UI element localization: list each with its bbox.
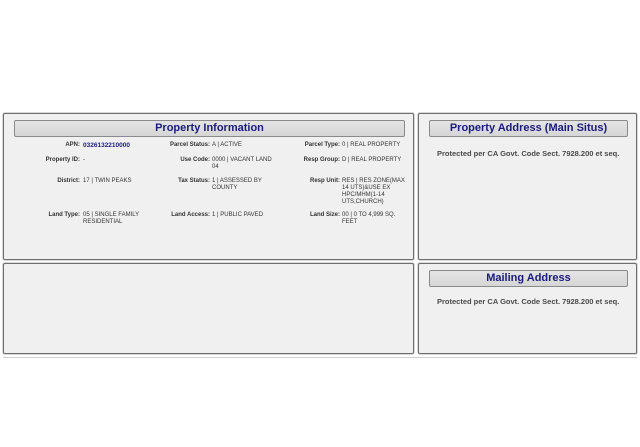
use-code-label: Use Code: (180, 157, 210, 163)
parcel-status-value: A | ACTIVE (212, 142, 242, 148)
mailing-address-protected-text: Protected per CA Govt. Code Sect. 7928.200 et seq. (437, 297, 620, 306)
parcel-status-label: Parcel Status: (169, 142, 210, 148)
land-size-value: 00 | 0 TO 4,999 SQ. FEET (342, 212, 396, 225)
resp-unit-label: Resp Unit: (310, 178, 340, 184)
mailing-address-header: Mailing Address (429, 270, 628, 287)
apn-value[interactable]: 0326132210000 (83, 142, 130, 149)
mailing-address-panel (418, 263, 637, 354)
property-id-value: - (83, 157, 85, 163)
land-type-label: Land Type: (48, 212, 80, 218)
apn-label: APN: (65, 142, 80, 148)
district-value: 17 | TWIN PEAKS (83, 178, 132, 184)
land-access-label: Land Access: (171, 212, 210, 218)
property-id-label: Property ID: (45, 157, 80, 163)
property-information-panel (3, 113, 414, 260)
use-code-value: 0000 | VACANT LAND 04 (212, 157, 272, 170)
land-size-label: Land Size: (309, 212, 340, 218)
land-type-value: 05 | SINGLE FAMILY RESIDENTIAL (83, 212, 140, 225)
resp-group-value: D | REAL PROPERTY (342, 157, 402, 163)
property-address-header: Property Address (Main Situs) (429, 120, 628, 137)
property-information-header: Property Information (14, 120, 405, 137)
property-address-protected-text: Protected per CA Govt. Code Sect. 7928.200 et seq. (437, 149, 620, 158)
empty-panel (3, 263, 414, 354)
resp-unit-value: RES | RES ZONE(MAX 14 UTS)&USE EX HPC/MHM(1-14 UTS,CHURCH) (342, 178, 405, 205)
tax-status-value: 1 | ASSESSED BY COUNTY (212, 178, 262, 191)
property-address-panel (418, 113, 637, 260)
district-label: District: (57, 178, 80, 184)
parcel-type-label: Parcel Type: (304, 142, 340, 148)
tax-status-label: Tax Status: (178, 178, 210, 184)
bottom-divider (3, 357, 637, 358)
resp-group-label: Resp Group: (303, 157, 340, 163)
land-access-value: 1 | PUBLIC PAVED (212, 212, 264, 218)
parcel-type-value: 0 | REAL PROPERTY (342, 142, 401, 148)
